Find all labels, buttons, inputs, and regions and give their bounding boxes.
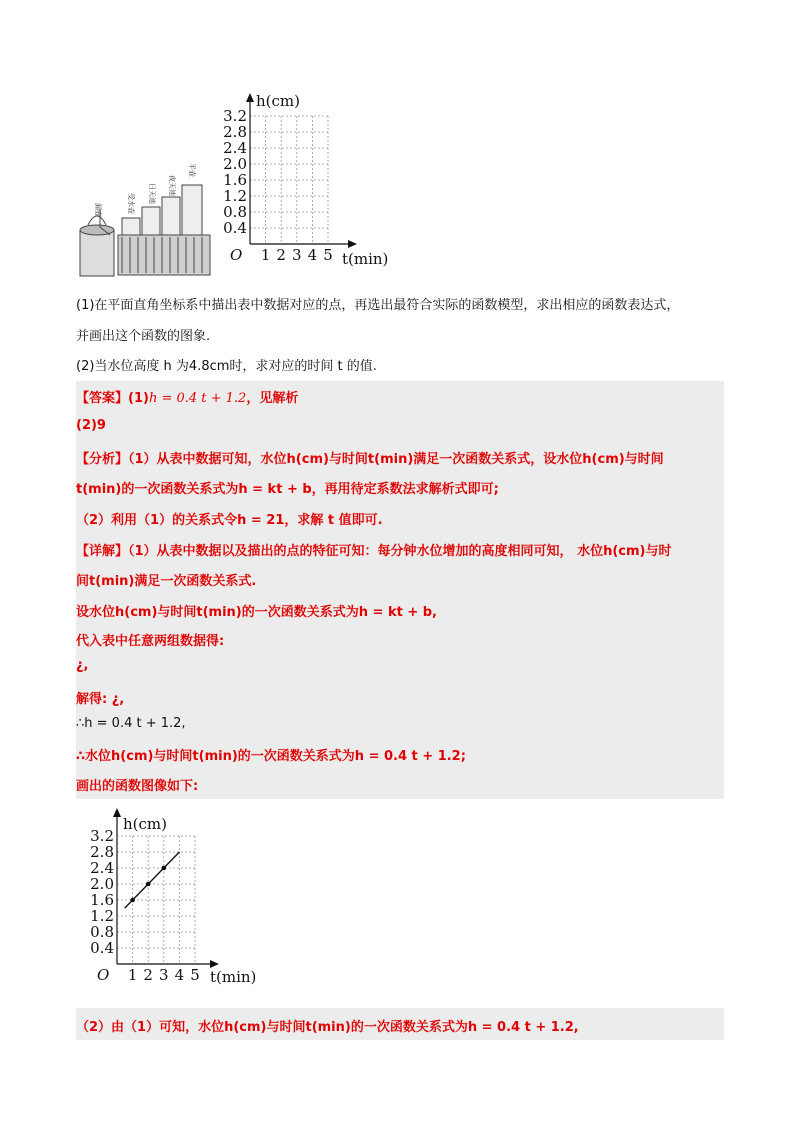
y-tick: 1.6 <box>223 171 247 189</box>
top-grid <box>250 116 328 244</box>
x-tick: 5 <box>190 966 200 984</box>
bottom-y-ticks <box>90 827 114 957</box>
answer-background <box>76 381 724 799</box>
x-tick: 4 <box>307 246 318 264</box>
top-x-axis-label: t(min) <box>342 250 389 268</box>
analysis-line-3: （2）利用（1）的关系式令h = 21，求解 t 值即可. <box>76 513 383 528</box>
water-clock-illustration <box>80 185 210 276</box>
top-x-arrow <box>348 240 357 248</box>
y-tick: 3.2 <box>90 827 114 845</box>
top-y-axis-label: h(cm) <box>256 92 300 110</box>
clock-label: 平壶 <box>188 163 196 177</box>
bottom-axes <box>117 811 216 964</box>
bottom-origin-label: O <box>97 966 110 984</box>
clock-label: 日天池 <box>148 183 156 204</box>
bottom-y-axis-label: h(cm) <box>123 815 167 833</box>
x-tick: 2 <box>143 966 153 984</box>
clock-label: 漏壶 <box>94 203 102 217</box>
answer-tag: 【答案】(1) <box>76 391 149 406</box>
x-tick: 3 <box>159 966 169 984</box>
question-1-line-a: (1)在平面直角坐标系中描出表中数据对应的点，再选出最符合实际的函数模型，求出相应的函数表达式， <box>76 298 680 313</box>
x-tick: 2 <box>276 246 286 264</box>
x-tick: 5 <box>323 246 333 264</box>
analysis-line-2: t(min)的一次函数关系式为h = kt + b，再用待定系数法求解析式即可; <box>76 482 499 497</box>
clock-label: 夜天池 <box>168 175 176 196</box>
y-tick: 2.4 <box>223 139 247 157</box>
x-tick: 1 <box>260 246 271 264</box>
top-figure <box>70 85 400 285</box>
detail-line-9: 画出的函数图像如下: <box>76 779 199 794</box>
y-tick: 2.8 <box>90 843 114 861</box>
bottom-grid <box>117 836 195 964</box>
top-y-ticks <box>223 107 247 237</box>
x-tick: 1 <box>127 966 138 984</box>
detail-line-2: 间t(min)满足一次函数关系式. <box>76 574 257 589</box>
bottom-x-arrow <box>210 960 219 968</box>
y-tick: 1.6 <box>90 891 114 909</box>
detail-line-4: 代入表中任意两组数据得: <box>76 634 225 649</box>
answer-line-1 <box>76 387 298 406</box>
detail-line-6: 解得: ¿, <box>76 692 125 707</box>
y-tick: 1.2 <box>90 907 114 925</box>
bottom-x-axis-label: t(min) <box>210 968 257 986</box>
answer-tail: ，见解析 <box>246 391 299 406</box>
data-point <box>162 866 167 871</box>
y-tick: 0.4 <box>90 939 114 957</box>
detail-line-7: ∴h = 0.4 t + 1.2, <box>76 716 186 731</box>
detail-line-5: ¿, <box>76 658 89 673</box>
part2-line: （2）由（1）可知，水位h(cm)与时间t(min)的一次函数关系式为h = 0.4 t + 1.2, <box>76 1020 579 1035</box>
top-x-ticks <box>261 246 333 264</box>
answer-equation: h = 0.4 t + 1.2 <box>148 391 247 406</box>
y-tick: 2.0 <box>223 155 247 173</box>
y-tick: 3.2 <box>223 107 247 125</box>
detail-line-3: 设水位h(cm)与时间t(min)的一次函数关系式为h = kt + b, <box>76 605 437 620</box>
question-1-line-b: 并画出这个函数的图象. <box>76 329 211 344</box>
bottom-chart <box>76 799 261 997</box>
y-tick: 2.8 <box>223 123 247 141</box>
x-tick: 3 <box>292 246 302 264</box>
question-2: (2)当水位高度 h 为4.8cm时，求对应的时间 t 的值. <box>76 359 377 374</box>
analysis-line-1: 【分析】（1）从表中数据可知，水位h(cm)与时间t(min)满足一次函数关系式，设水位h(cm)与时间 <box>76 452 664 467</box>
y-tick: 1.2 <box>223 187 247 205</box>
x-tick: 4 <box>174 966 185 984</box>
data-point <box>146 882 151 887</box>
top-y-arrow <box>246 93 254 102</box>
bottom-y-arrow <box>113 808 121 817</box>
clock-label: 受水壶 <box>127 193 135 214</box>
top-origin-label: O <box>230 246 243 264</box>
bottom-x-ticks <box>128 966 200 984</box>
answer-line-2: (2)9 <box>76 418 106 433</box>
y-tick: 0.8 <box>223 203 247 221</box>
data-point <box>130 898 135 903</box>
detail-line-1: 【详解】（1）从表中数据以及描出的点的特征可知：每分钟水位增加的高度相同可知， 水位h(cm)与时 <box>76 544 672 559</box>
y-tick: 0.4 <box>223 219 247 237</box>
y-tick: 2.0 <box>90 875 114 893</box>
detail-line-8: ∴水位h(cm)与时间t(min)的一次函数关系式为h = 0.4 t + 1.2; <box>76 749 466 764</box>
y-tick: 2.4 <box>90 859 114 877</box>
y-tick: 0.8 <box>90 923 114 941</box>
